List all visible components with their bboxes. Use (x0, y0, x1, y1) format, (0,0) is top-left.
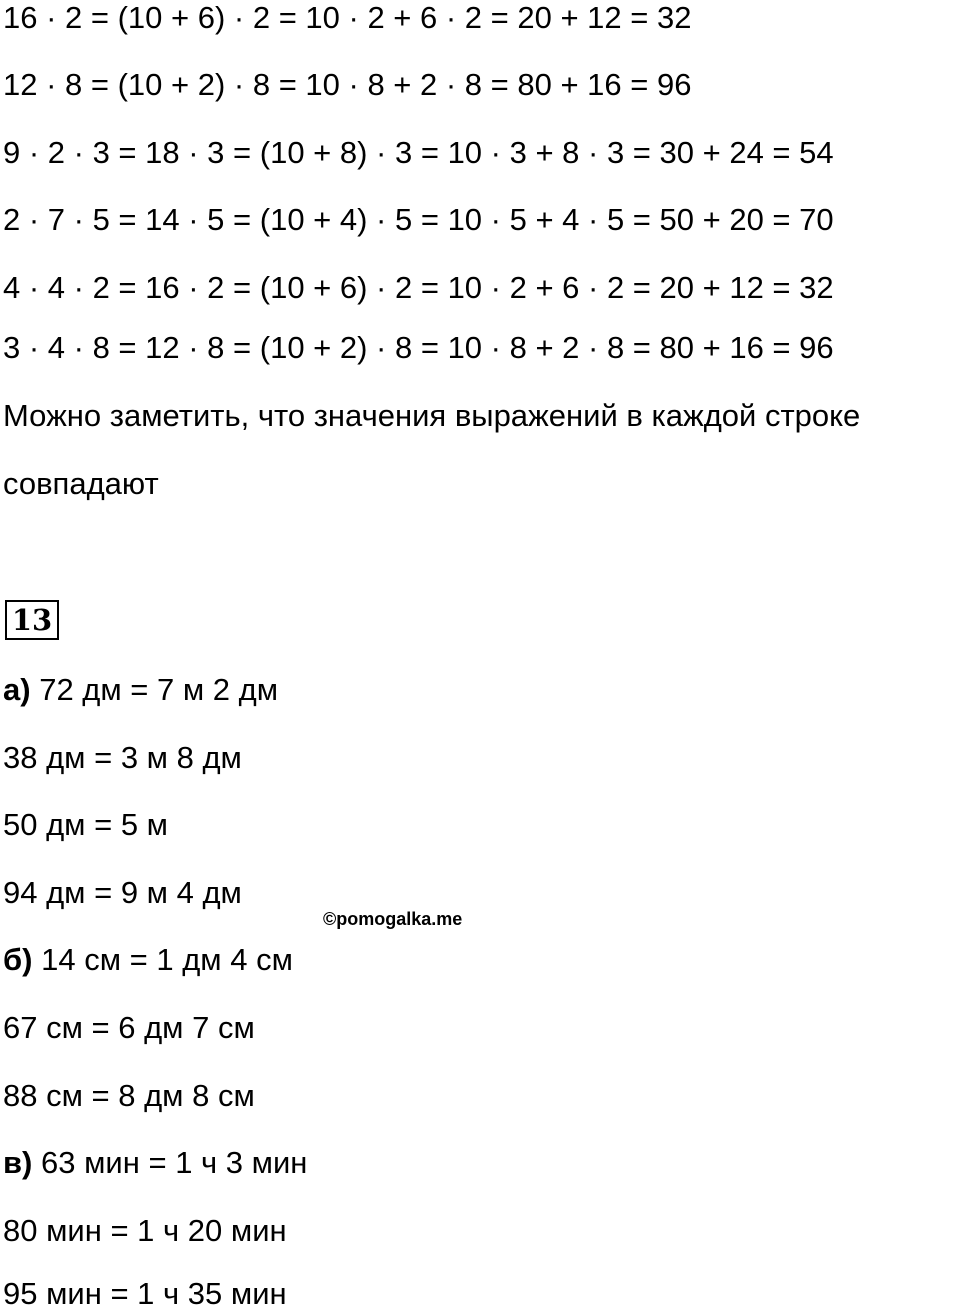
answer-line (3, 942, 293, 978)
answer-line: 95 мин = 1 ч 35 мин (3, 1276, 287, 1311)
answer-text: 14 см = 1 дм 4 см (41, 942, 293, 977)
answer-line: 88 см = 8 дм 8 см (3, 1078, 255, 1113)
equation-line: 9 · 2 · 3 = 18 · 3 = (10 + 8) · 3 = 10 · 3 + 8 · 3 = 30 + 24 = 54 (3, 135, 834, 170)
watermark: ©pomogalka.me (323, 909, 463, 929)
equation-line: 4 · 4 · 2 = 16 · 2 = (10 + 6) · 2 = 10 · 2 + 6 · 2 = 20 + 12 = 32 (3, 270, 834, 305)
equation-line: 2 · 7 · 5 = 14 · 5 = (10 + 4) · 5 = 10 · 5 + 4 · 5 = 50 + 20 = 70 (3, 202, 834, 237)
equation-line: 3 · 4 · 8 = 12 · 8 = (10 + 2) · 8 = 10 · 8 + 2 · 8 = 80 + 16 = 96 (3, 330, 834, 365)
equation-line: 12 · 8 = (10 + 2) · 8 = 10 · 8 + 2 · 8 = 80 + 16 = 96 (3, 67, 692, 102)
part-label: а) (3, 672, 31, 707)
equation-line: 16 · 2 = (10 + 6) · 2 = 10 · 2 + 6 · 2 = 20 + 12 = 32 (3, 0, 692, 35)
part-label: в) (3, 1145, 33, 1180)
answer-line: 67 см = 6 дм 7 см (3, 1010, 255, 1045)
answer-text: 63 мин = 1 ч 3 мин (41, 1145, 308, 1180)
answer-line: 94 дм = 9 м 4 дм (3, 875, 242, 910)
answer-line: 50 дм = 5 м (3, 807, 168, 842)
part-label: б) (3, 942, 33, 977)
answer-line (3, 672, 278, 708)
conclusion-text: Можно заметить, что значения выражений в каждой строке (3, 398, 861, 433)
answer-line (3, 1145, 307, 1181)
conclusion-text: совпадают (3, 466, 159, 501)
task-number-box: 13 (5, 600, 59, 640)
answer-line: 80 мин = 1 ч 20 мин (3, 1213, 287, 1248)
answer-text: 72 дм = 7 м 2 дм (39, 672, 279, 707)
answer-line: 38 дм = 3 м 8 дм (3, 740, 242, 775)
